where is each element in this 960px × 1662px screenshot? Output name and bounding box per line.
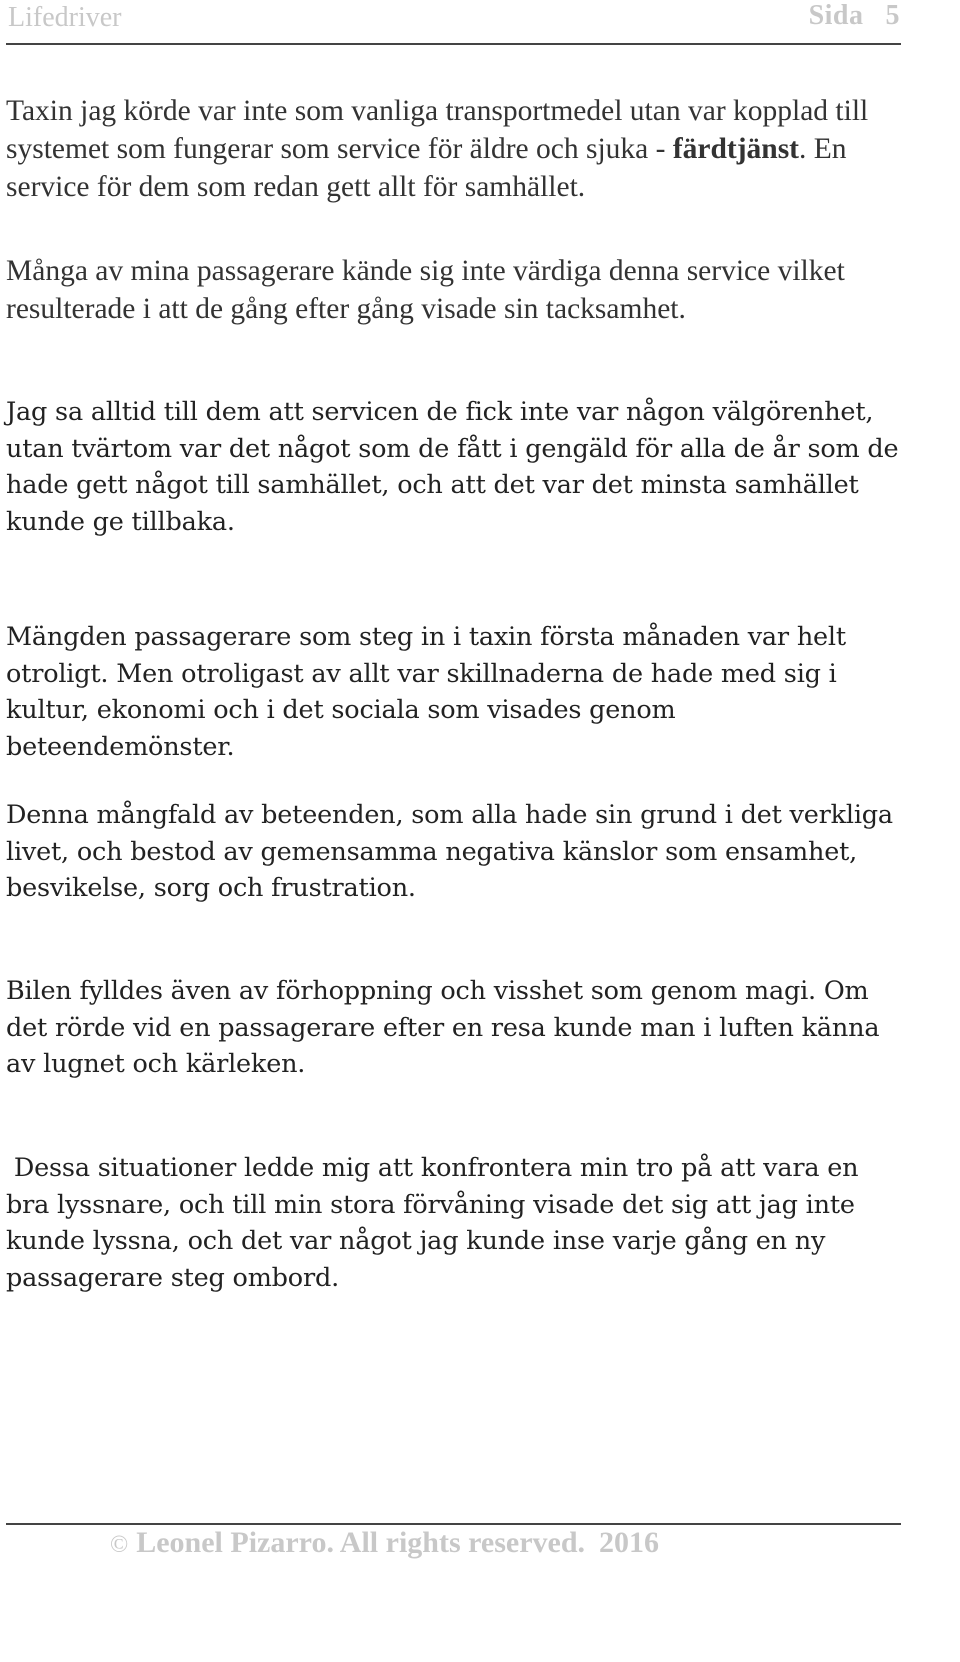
paragraph-5: Denna mångfald av beteenden, som alla hade sin grund i det verkliga livet, och bestod av gemensamma negativa känslor som ensamhet, besvikelse, sorg och frustration.	[6, 800, 893, 903]
footer-divider	[6, 1523, 901, 1525]
page-footer	[110, 1526, 659, 1560]
paragraph-1-bold-term: färdtjänst	[672, 133, 800, 165]
paragraph-1-text: Taxin jag körde var inte som vanliga transportmedel utan var kopplad till systemet som fungerar som service för äldre och sjuka -	[6, 95, 869, 165]
footer-year: 2016	[599, 1526, 660, 1559]
page-label: Sida	[808, 0, 864, 31]
paragraph-7: Dessa situationer ledde mig att konfrontera min tro på att vara en bra lyssnare, och till min stora förvåning visade det sig att jag inte kunde lyssna, och det var något jag kunde inse varje gång en ny passagerare steg ombord.	[6, 1153, 867, 1293]
paragraph-4: Mängden passagerare som steg in i taxin första månaden var helt otroligt. Men otroligast av allt var skillnaderna de hade med sig i kultur, ekonomi och i det sociala som visades genom beteendemönster.	[6, 622, 846, 762]
header-divider	[6, 43, 901, 45]
page-header	[0, 0, 960, 46]
paragraph-3: Jag sa alltid till dem att servicen de fick inte var någon välgörenhet, utan tvärtom var det något som de fått i gengäld för alla de år som de hade gett något till samhället, och att det var det minsta samhället kunde ge tillbaka.	[6, 397, 899, 537]
document-title: Lifedriver	[8, 2, 122, 33]
paragraph-1-text-end: . En service för dem som redan gett allt för samhället.	[6, 133, 847, 203]
copyright-icon: ©	[110, 1532, 129, 1558]
paragraph-1	[6, 92, 906, 206]
paragraph-2: Många av mina passagerare kände sig inte värdiga denna service vilket resulterade i att de gång efter gång visade sin tacksamhet.	[6, 255, 845, 325]
paragraph-6: Bilen fylldes även av förhoppning och visshet som genom magi. Om det rörde vid en passagerare efter en resa kunde man i luften känna av lugnet och kärleken.	[6, 976, 880, 1079]
page-indicator	[809, 0, 900, 32]
page-number: 5	[885, 0, 900, 31]
footer-copyright-text: Leonel Pizarro. All rights reserved.	[136, 1526, 586, 1559]
